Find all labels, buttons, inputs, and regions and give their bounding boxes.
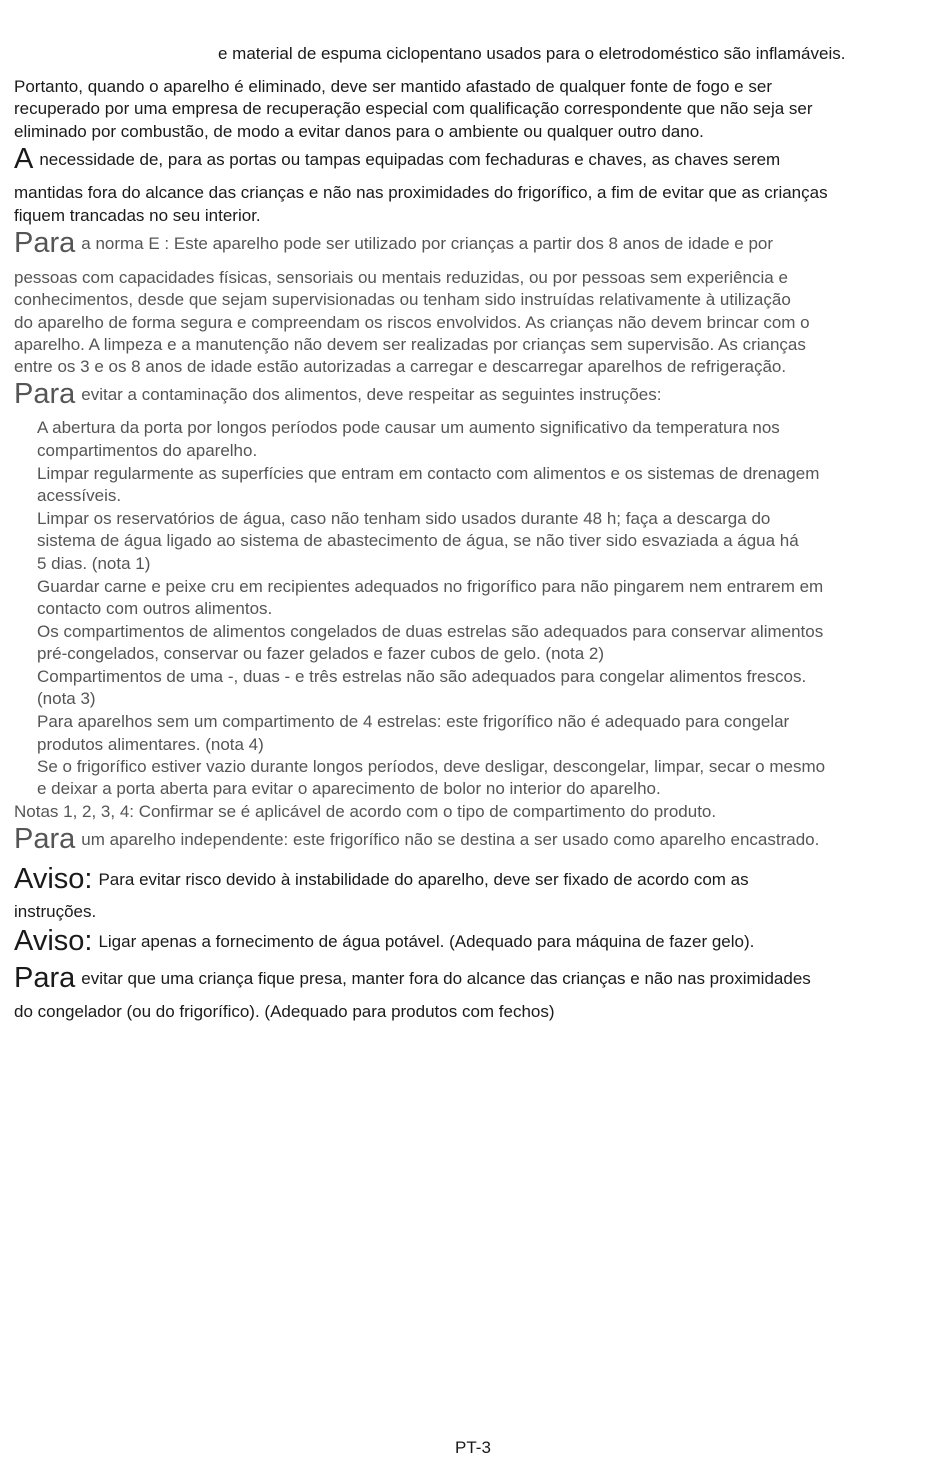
disposal-line-2: recuperado por uma empresa de recuperação especial com qualificação correspondente que não seja ser — [14, 99, 813, 118]
contamination-lead-word: Para — [14, 378, 76, 410]
keys-first-text: necessidade de, para as portas ou tampas equipadas com fechaduras e chaves, as chaves serem — [39, 150, 781, 169]
warning2-lead-word: Aviso: — [14, 925, 93, 957]
contamination-item-line: Se o frigorífico estiver vazio durante longos períodos, deve desligar, descongelar, limpar, secar o mesmo — [37, 757, 826, 776]
contamination-item-line: 5 dias. (nota 1) — [37, 554, 151, 573]
contamination-item-line: acessíveis. — [37, 486, 122, 505]
norm-line-6: entre os 3 e os 8 anos de idade estão autorizadas a carregar e descarregar aparelhos de refrigeração. — [14, 357, 787, 376]
norm-first-line — [14, 228, 773, 258]
warning1-first-line — [14, 864, 749, 894]
contamination-item-line: produtos alimentares. (nota 4) — [37, 735, 264, 754]
page-number: PT-3 — [455, 1438, 491, 1457]
norm-first-text: a norma E : Este aparelho pode ser utilizado por crianças a partir dos 8 anos de idade e por — [81, 234, 774, 253]
independent-text: um aparelho independente: este frigorífico não se destina a ser usado como aparelho encastrado. — [81, 830, 820, 849]
disposal-line-3: eliminado por combustão, de modo a evitar danos para o ambiente ou qualquer outro dano. — [14, 122, 704, 141]
contamination-item-line: Limpar os reservatórios de água, caso não tenham sido usados durante 48 h; faça a descarga do — [37, 509, 771, 528]
keys-lead-word: A — [14, 143, 34, 175]
flammable-line: e material de espuma ciclopentano usados para o eletrodoméstico são inflamáveis. — [218, 44, 846, 63]
independent-line — [14, 824, 819, 854]
independent-lead-word: Para — [14, 823, 76, 855]
contamination-item-line: compartimentos do aparelho. — [37, 441, 258, 460]
contamination-item-line: (nota 3) — [37, 689, 96, 708]
disposal-line-1: Portanto, quando o aparelho é eliminado, deve ser mantido afastado de qualquer fonte de fogo e ser — [14, 77, 772, 96]
contamination-first-text: evitar a contaminação dos alimentos, deve respeitar as seguintes instruções: — [81, 385, 662, 404]
contamination-item-line: A abertura da porta por longos períodos pode causar um aumento significativo da temperatura nos — [37, 418, 780, 437]
child-trap-lead-word: Para — [14, 962, 76, 994]
norm-line-4: do aparelho de forma segura e compreendam os riscos envolvidos. As crianças não devem brincar com o — [14, 313, 810, 332]
contamination-item-line: Os compartimentos de alimentos congelados de duas estrelas são adequados para conservar alimentos — [37, 622, 824, 641]
contamination-item-line: Para aparelhos sem um compartimento de 4 estrelas: este frigorífico não é adequado para congelar — [37, 712, 790, 731]
notes-line: Notas 1, 2, 3, 4: Confirmar se é aplicável de acordo com o tipo de compartimento do produto. — [14, 802, 717, 821]
keys-line-3: fiquem trancadas no seu interior. — [14, 206, 261, 225]
contamination-item-line: e deixar a porta aberta para evitar o aparecimento de bolor no interior do aparelho. — [37, 779, 661, 798]
keys-first-line — [14, 144, 780, 174]
contamination-item-line: sistema de água ligado ao sistema de abastecimento de água, se não tiver sido esvaziada a água há — [37, 531, 799, 550]
child-trap-first-line — [14, 963, 811, 993]
warning1-line-2: instruções. — [14, 902, 97, 921]
contamination-first-line — [14, 379, 661, 409]
contamination-item-line: Compartimentos de uma -, duas - e três estrelas não são adequados para congelar alimentos frescos. — [37, 667, 807, 686]
child-trap-first-text: evitar que uma criança fique presa, manter fora do alcance das crianças e não nas proximidades — [81, 969, 811, 988]
warning2-text: Ligar apenas a fornecimento de água potável. (Adequado para máquina de fazer gelo). — [98, 932, 755, 951]
norm-line-2: pessoas com capacidades físicas, sensoriais ou mentais reduzidas, ou por pessoas sem experiência e — [14, 268, 788, 287]
warning2-line — [14, 926, 754, 956]
norm-line-3: conhecimentos, desde que sejam supervisionadas ou tenham sido instruídas relativamente à utilização — [14, 290, 791, 309]
contamination-item-line: contacto com outros alimentos. — [37, 599, 273, 618]
norm-line-5: aparelho. A limpeza e a manutenção não devem ser realizadas por crianças sem supervisão. As crianças — [14, 335, 806, 354]
contamination-item-line: pré-congelados, conservar ou fazer gelados e fazer cubos de gelo. (nota 2) — [37, 644, 605, 663]
contamination-item-line: Limpar regularmente as superfícies que entram em contacto com alimentos e os sistemas de drenagem — [37, 464, 820, 483]
warning1-first-text: Para evitar risco devido à instabilidade do aparelho, deve ser fixado de acordo com as — [98, 870, 749, 889]
child-trap-line-2: do congelador (ou do frigorífico). (Adequado para produtos com fechos) — [14, 1002, 555, 1021]
norm-lead-word: Para — [14, 227, 76, 259]
keys-line-2: mantidas fora do alcance das crianças e não nas proximidades do frigorífico, a fim de evitar que as crianças — [14, 183, 828, 202]
warning1-lead-word: Aviso: — [14, 863, 93, 895]
contamination-item-line: Guardar carne e peixe cru em recipientes adequados no frigorífico para não pingarem nem entrarem em — [37, 577, 824, 596]
